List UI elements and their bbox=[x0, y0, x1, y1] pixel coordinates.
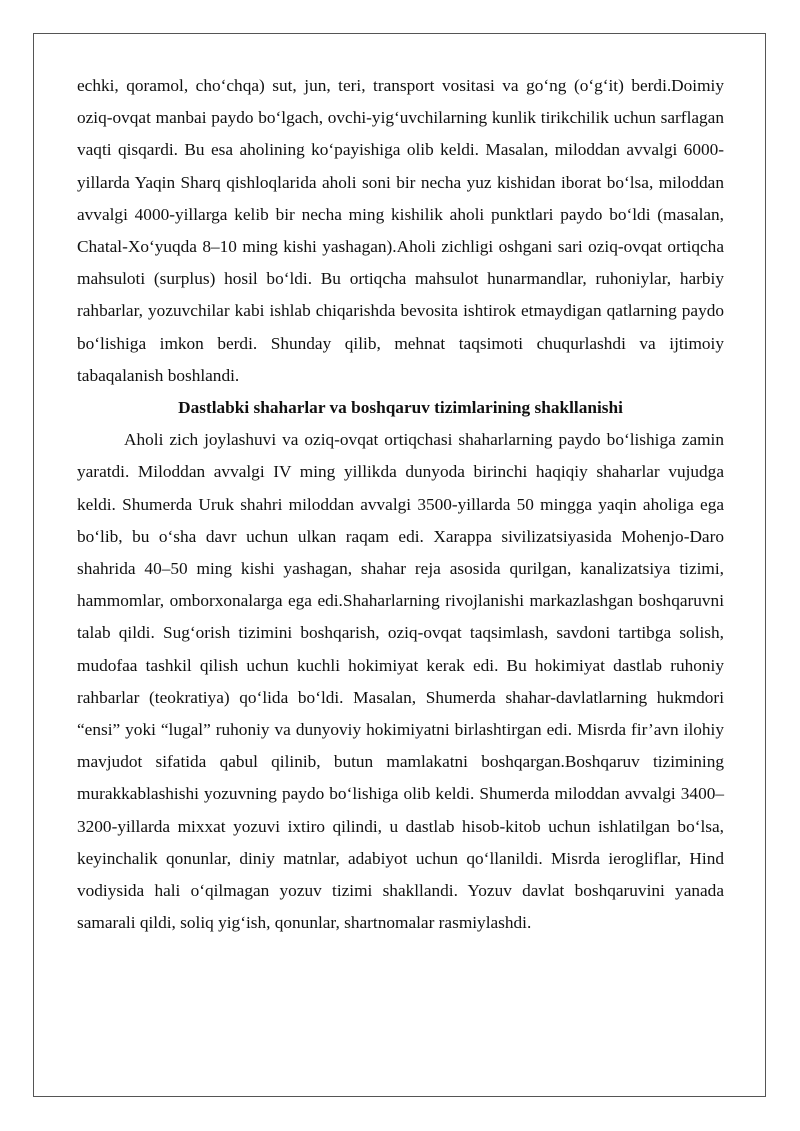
paragraph-2: Aholi zich joylashuvi va oziq-ovqat ortiqchasi shaharlarning paydo bo‘lishiga zamin yaratdi. Miloddan avvalgi IV ming yillikda dunyoda birinchi haqiqiy shaharlar vujudga keldi. Shumerda Uruk shahri miloddan avvalgi 3500-yillarda 50 mingga yaqin aholiga ega bo‘lib, bu o‘sha davr uchun ulkan raqam edi. Xarappa sivilizatsiyasida Mohenjo-Daro shahrida 40–50 ming kishi yashagan, shahar reja asosida qurilgan, kanalizatsiya tizimi, hammomlar, omborxonalarga ega edi.Shaharlarning rivojlanishi markazlashgan boshqaruvni talab qildi. Sug‘orish tizimini boshqarish, oziq-ovqat taqsimlash, savdoni tartibga solish, mudofaa tashkil qilish uchun kuchli hokimiyat kerak edi. Bu hokimiyat dastlab ruhoniy rahbarlar (teokratiya) qo‘lida bo‘ldi. Masalan, Shumerda shahar-davlatlarning hukmdori “ensi” yoki “lugal” ruhoniy va dunyoviy hokimiyatni birlashtirgan edi. Misrda fir’avn ilohiy mavjudot sifatida qabul qilinib, butun mamlakatni boshqargan.Boshqaruv tizimining murakkablashishi yozuvning paydo bo‘lishiga olib keldi. Shumerda miloddan avvalgi 3400–3200-yillarda mixxat yozuvi ixtiro qilindi, u dastlab hisob-kitob uchun ishlatilgan bo‘lsa, keyinchalik qonunlar, diniy matnlar, adabiyot uchun qo‘llanildi. Misrda ierogliflar, Hind vodiysida hali o‘qilmagan yozuv tizimi shakllandi. Yozuv davlat boshqaruvini yanada samarali qildi, soliq yig‘ish, qonunlar, shartnomalar rasmiylashdi. bbox=[77, 430, 724, 933]
document-body bbox=[77, 70, 724, 939]
paragraph-1: echki, qoramol, cho‘chqa) sut, jun, teri, transport vositasi va go‘ng (o‘g‘it) berdi.Doimiy oziq-ovqat manbai paydo bo‘lgach, ovchi-yig‘uvchilarning kunlik tirikchilik uchun sarflagan vaqti qisqardi. Bu esa aholining ko‘payishiga olib keldi. Masalan, miloddan avvalgi 6000-yillarda Yaqin Sharq qishloqlarida aholi soni bir necha yuz kishidan iborat bo‘lsa, miloddan avvalgi 4000-yillarga kelib bir necha ming kishilik aholi punktlari paydo bo‘ldi (masalan, Chatal-Xo‘yuqda 8–10 ming kishi yashagan).Aholi zichligi oshgani sari oziq-ovqat ortiqcha mahsuloti (surplus) hosil bo‘ldi. Bu ortiqcha mahsulot hunarmandlar, ruhoniylar, harbiy rahbarlar, yozuvchilar kabi ishlab chiqarishda bevosita ishtirok etmaydigan qatlarning paydo bo‘lishiga imkon berdi. Shunday qilib, mehnat taqsimoti chuqurlashdi va ijtimoiy tabaqalanish boshlandi. bbox=[77, 76, 724, 385]
section-heading: Dastlabki shaharlar va boshqaruv tizimlarining shakllanishi bbox=[178, 398, 623, 418]
